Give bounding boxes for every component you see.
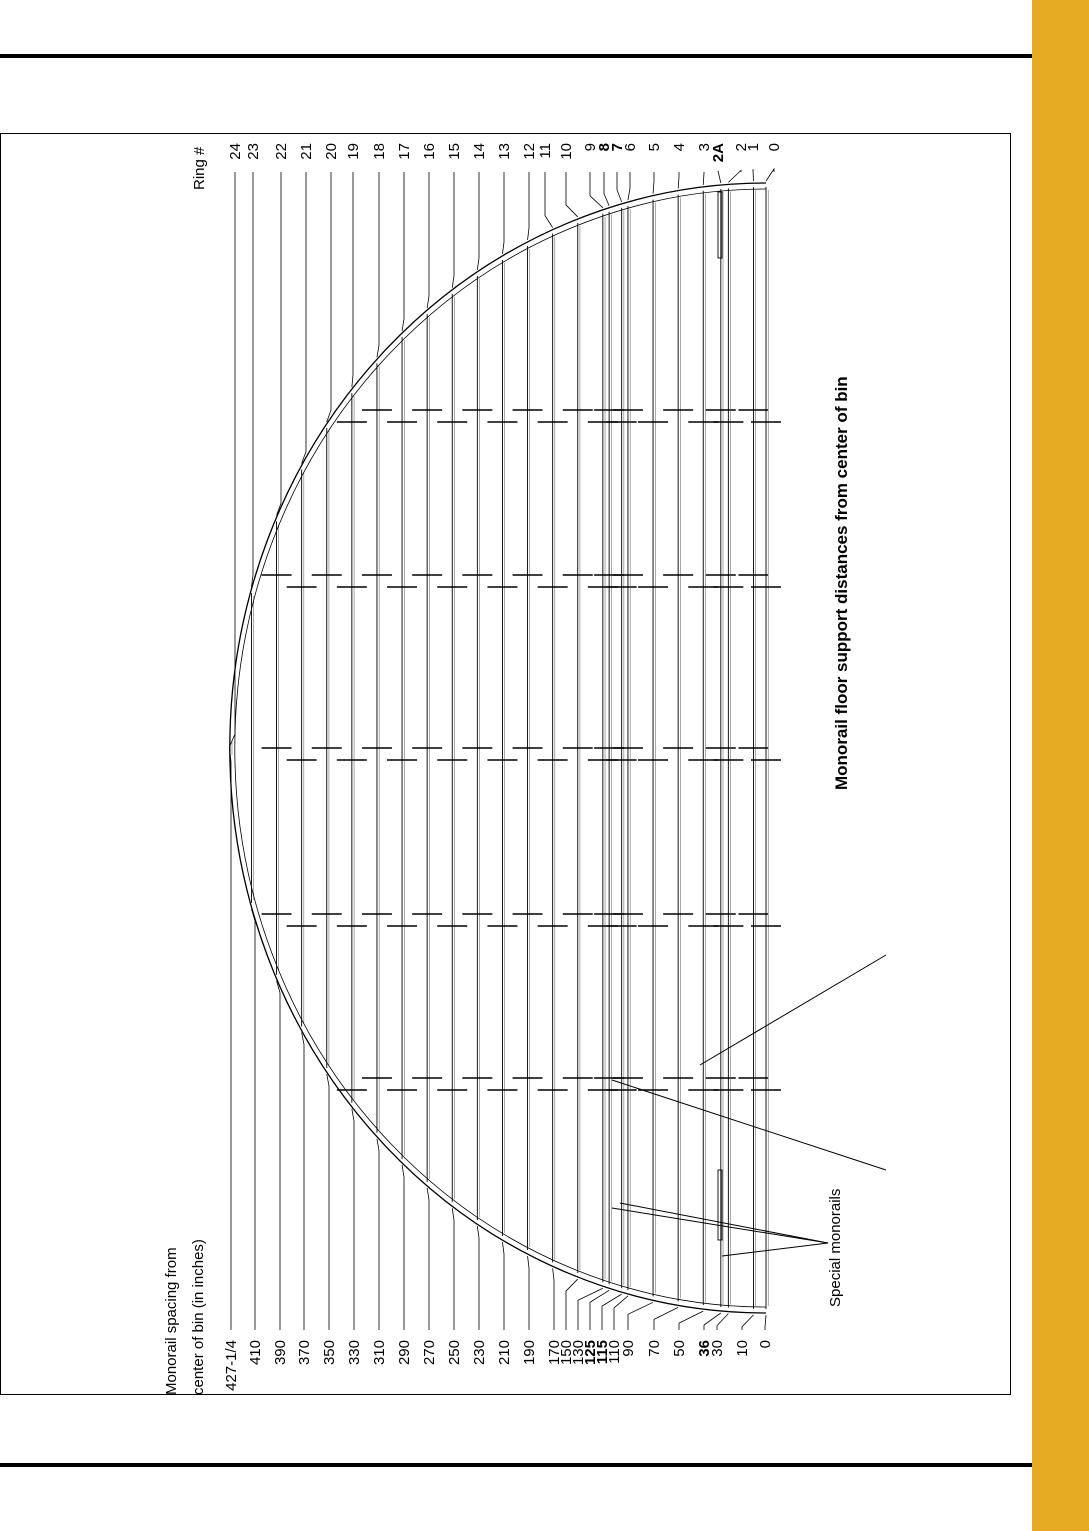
ring-number-label: 7: [609, 143, 626, 152]
ring-number-label: 8: [596, 143, 613, 152]
ring-number-label: 11: [537, 143, 554, 159]
ring-number-label: 12: [521, 143, 538, 160]
ring-leader: [628, 172, 630, 200]
ring-number-label: 16: [421, 143, 438, 160]
monorail-ring-6: [613, 206, 643, 1290]
spacing-label: 30: [709, 1340, 726, 1357]
spacing-label: 130: [570, 1340, 587, 1366]
spacing-label: 90: [620, 1340, 637, 1357]
spacing-label: 210: [496, 1340, 513, 1366]
ring-leader: [617, 172, 622, 202]
spacing-label: 50: [671, 1340, 688, 1357]
ring-leader: [352, 172, 353, 387]
monorail-ring-20: [312, 428, 342, 1068]
rails-layer: [230, 187, 781, 1309]
ring-number-label: 24: [227, 143, 244, 160]
spacing-leader: [402, 1165, 404, 1330]
ring-number-label: 15: [446, 143, 463, 160]
spacing-leader: [502, 1242, 504, 1330]
spacing-leader: [765, 1315, 766, 1330]
ring-number-label: 13: [496, 143, 513, 160]
spacing-leader: [477, 1226, 479, 1330]
spacing-label: 190: [521, 1340, 538, 1366]
ring-leader: [678, 172, 679, 189]
ring-leader: [545, 172, 553, 228]
ring-number-label: 21: [298, 143, 315, 160]
ring-number-label: 6: [622, 143, 639, 152]
ring-leader: [277, 172, 281, 515]
spacing-label: 70: [646, 1340, 663, 1357]
ring-number-label: 3: [696, 143, 713, 152]
spacing-leader: [230, 750, 231, 1330]
monorail-ring-14: [462, 276, 492, 1220]
monorail-ring-1: [738, 187, 768, 1309]
ring-number-label: 18: [371, 143, 388, 160]
ring-number-label: 17: [396, 143, 413, 160]
spacing-label: 125: [582, 1340, 599, 1366]
spacing-label: 290: [396, 1340, 413, 1366]
spacing-label: 427-1/4: [223, 1340, 240, 1391]
spacing-label: 150: [558, 1340, 575, 1366]
ring-leader: [528, 172, 529, 240]
spacing-leader: [302, 1033, 304, 1330]
ring-leader: [502, 172, 504, 254]
ring-leader: [566, 172, 578, 217]
spacing-header-line1: Monorail spacing from: [163, 1247, 180, 1395]
spacing-leader: [590, 1290, 609, 1330]
spacing-label: 110: [606, 1340, 623, 1364]
spacing-label: 350: [321, 1340, 338, 1366]
special-monorail: [718, 192, 722, 258]
ring-header: Ring #: [191, 146, 208, 190]
monorail-ring-10: [563, 223, 593, 1273]
spacing-label: 10: [734, 1340, 751, 1357]
ring-number-label: 22: [273, 143, 290, 160]
ring-leader: [766, 169, 774, 181]
spacing-leader: [628, 1302, 653, 1330]
ring-leader: [718, 171, 721, 183]
spacing-label: 36: [696, 1340, 713, 1357]
ring-number-label: 5: [646, 143, 663, 152]
ring-leader: [427, 172, 429, 308]
spacing-leader: [327, 1074, 329, 1330]
spacing-label: 410: [247, 1340, 264, 1366]
spacing-leader: [704, 1313, 721, 1330]
spacing-leader: [427, 1188, 429, 1330]
ring-number-label: 9: [582, 143, 599, 152]
ring-leader: [477, 172, 479, 270]
ring-leader: [590, 172, 603, 208]
spacing-leader: [352, 1109, 354, 1330]
ring-number-label: 23: [245, 143, 262, 160]
ring-number-label: 2A: [710, 143, 727, 163]
spacing-leader: [553, 1268, 554, 1330]
special-monorail: [718, 1170, 722, 1240]
spacing-label: 250: [446, 1340, 463, 1366]
callout-leader-c: [722, 1243, 828, 1256]
monorail-ring-4: [663, 195, 693, 1302]
ring-leader: [452, 172, 454, 288]
spacing-leader: [277, 981, 280, 1330]
diagram-title: Monorail floor support distances from center of bin: [832, 376, 851, 790]
monorail-ring-16: [412, 314, 442, 1182]
ring-leader: [653, 172, 654, 194]
spacing-leader: [679, 1311, 703, 1330]
ring-number-label: 1: [745, 143, 762, 152]
ring-number-label: 10: [558, 143, 575, 160]
ring-leader: [251, 172, 253, 587]
ring-number-label: 4: [671, 143, 688, 152]
monorail-ring-12: [513, 246, 543, 1250]
spacing-leader: [251, 909, 255, 1330]
callout-leader-b: [612, 1208, 828, 1243]
spacing-label: 230: [471, 1340, 488, 1366]
ring-leader: [377, 172, 379, 357]
ring-leader: [604, 172, 609, 206]
ring-number-label: 20: [323, 143, 340, 160]
ring-leader: [402, 172, 404, 331]
spacing-leader: [528, 1256, 529, 1330]
monorail-ring-2A: [706, 189, 736, 1307]
monorail-ring-22: [262, 521, 292, 974]
ring-leader: [728, 170, 741, 182]
spacing-leader: [566, 1279, 578, 1330]
spacing-leader: [742, 1315, 753, 1330]
spacing-leader: [614, 1296, 628, 1330]
callout-leader-a: [620, 1203, 828, 1243]
spacing-leader: [717, 1314, 728, 1330]
ring-number-label: 2: [733, 143, 750, 152]
ring-leader: [703, 172, 704, 185]
spacing-header-line2: center of bin (in inches): [190, 1239, 207, 1395]
spacing-leader: [377, 1139, 379, 1330]
ring-leader: [302, 172, 306, 463]
special-monorails-label: Special monorails: [827, 1188, 844, 1307]
spacing-label: 0: [757, 1340, 774, 1349]
spacing-label: 390: [272, 1340, 289, 1366]
spacing-label: 115: [594, 1340, 611, 1365]
spacing-label: 170: [546, 1340, 563, 1366]
spacing-leader: [654, 1307, 678, 1330]
spacing-label: 330: [346, 1340, 363, 1366]
ring-number-label: 19: [345, 143, 362, 160]
monorail-ring-18: [362, 363, 392, 1133]
spacing-label: 270: [421, 1340, 438, 1366]
ring-number-label: 14: [471, 143, 488, 160]
spacing-label: 370: [296, 1340, 313, 1366]
spacing-leader: [602, 1294, 622, 1330]
spacing-label: 310: [371, 1340, 388, 1366]
labels-layer: [223, 143, 783, 1391]
ring-leader: [327, 172, 331, 422]
spacing-leader: [452, 1208, 454, 1330]
ring-number-label: 0: [766, 143, 783, 152]
ring-leader: [230, 172, 235, 746]
spacing-leader: [578, 1288, 603, 1330]
monorail-ring-23: [251, 593, 253, 903]
